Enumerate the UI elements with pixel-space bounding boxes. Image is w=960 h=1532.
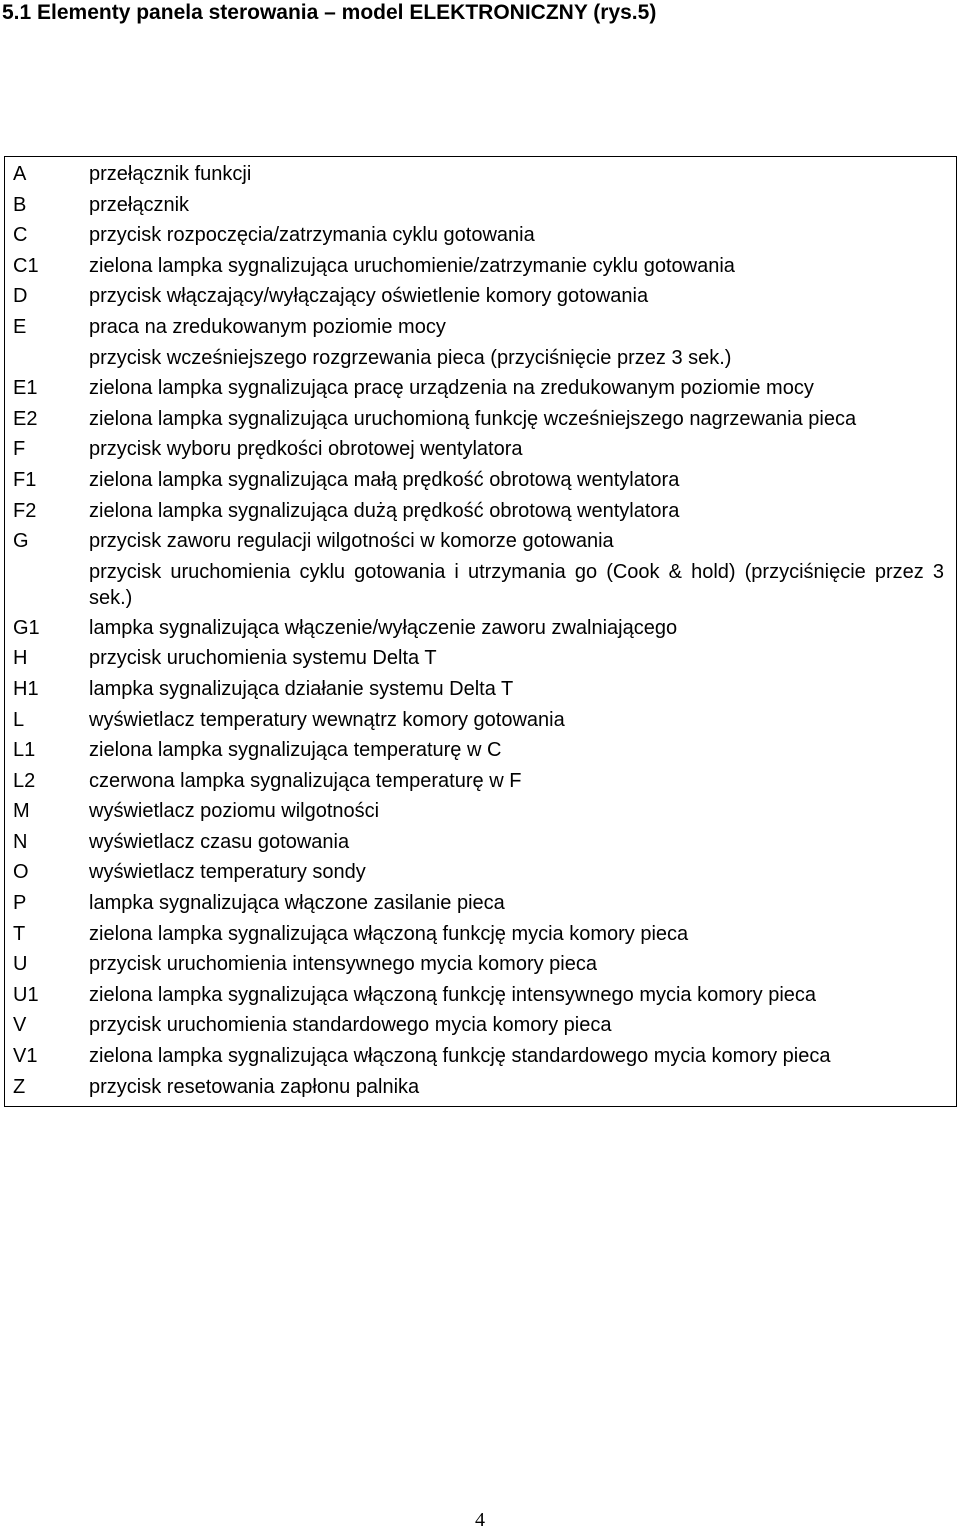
row-code: O <box>13 861 29 884</box>
table-row <box>5 1010 956 1041</box>
row-code: F2 <box>13 499 37 522</box>
table-row <box>5 643 956 674</box>
table-row <box>5 735 956 766</box>
legend-table <box>4 156 957 1107</box>
row-description: lampka sygnalizująca włączenie/wyłączenie zaworu zwalniającego <box>89 616 678 639</box>
row-code: L1 <box>13 739 36 762</box>
table-row <box>5 465 956 496</box>
row-code: E1 <box>13 377 38 400</box>
row-description: wyświetlacz poziomu wilgotności <box>89 800 380 823</box>
row-code: U1 <box>13 983 39 1006</box>
row-description: lampka sygnalizująca działanie systemu Delta T <box>89 677 514 700</box>
row-code: M <box>13 800 30 823</box>
row-code: E2 <box>13 407 38 430</box>
table-row <box>5 857 956 888</box>
table-row <box>5 373 956 404</box>
table-row <box>5 404 956 435</box>
row-description: zielona lampka sygnalizująca uruchomienie/zatrzymanie cyklu gotowania <box>89 254 735 277</box>
row-description: zielona lampka sygnalizująca uruchomioną funkcję wcześniejszego nagrzewania pieca <box>89 407 857 430</box>
row-description: przycisk wcześniejszego rozgrzewania pieca (przyciśnięcie przez 3 sek.) <box>89 346 732 369</box>
row-description: zielona lampka sygnalizująca temperaturę w C <box>89 739 502 762</box>
table-row <box>5 827 956 858</box>
table-row <box>5 919 956 950</box>
table-row <box>5 705 956 736</box>
table-row <box>5 980 956 1011</box>
row-description: przycisk rozpoczęcia/zatrzymania cyklu gotowania <box>89 224 535 247</box>
row-description: przycisk zaworu regulacji wilgotności w komorze gotowania <box>89 530 614 553</box>
table-row <box>5 796 956 827</box>
row-description: zielona lampka sygnalizująca włączoną funkcję standardowego mycia komory pieca <box>89 1045 831 1068</box>
table-row <box>5 251 956 282</box>
row-description: przycisk uruchomienia systemu Delta T <box>89 647 437 670</box>
row-description: lampka sygnalizująca włączone zasilanie pieca <box>89 892 505 915</box>
row-code: B <box>13 193 27 216</box>
table-row <box>5 674 956 705</box>
table-row <box>5 312 956 343</box>
row-description: czerwona lampka sygnalizująca temperaturę w F <box>89 769 522 792</box>
row-code: N <box>13 830 28 853</box>
row-description: przełącznik funkcji <box>89 163 252 185</box>
row-description: zielona lampka sygnalizująca pracę urządzenia na zredukowanym poziomie mocy <box>89 377 814 400</box>
row-code: T <box>13 922 26 945</box>
row-description: przycisk uruchomienia standardowego mycia komory pieca <box>89 1014 612 1037</box>
row-code: F1 <box>13 468 37 491</box>
row-code: Z <box>13 1075 26 1098</box>
table-row <box>5 496 956 527</box>
table-row <box>5 766 956 797</box>
table-row <box>5 281 956 312</box>
table-row <box>5 434 956 465</box>
table-row <box>5 949 956 980</box>
row-description: wyświetlacz czasu gotowania <box>89 830 350 853</box>
row-description: przełącznik <box>89 193 190 216</box>
page-number: 4 <box>475 1509 485 1531</box>
row-description: przycisk resetowania zapłonu palnika <box>89 1075 420 1098</box>
table-row <box>5 220 956 251</box>
row-code: C <box>13 224 28 247</box>
row-description: wyświetlacz temperatury wewnątrz komory gotowania <box>89 708 565 731</box>
row-description: praca na zredukowanym poziomie mocy <box>89 315 446 338</box>
row-code: H <box>13 647 28 670</box>
table-row <box>5 557 956 613</box>
row-code: U <box>13 953 28 976</box>
table-row <box>5 343 956 374</box>
row-code: L2 <box>13 769 36 792</box>
row-description: przycisk uruchomienia intensywnego mycia komory pieca <box>89 953 597 976</box>
table-row <box>5 526 956 557</box>
row-description: przycisk wyboru prędkości obrotowej wentylatora <box>89 438 523 461</box>
row-code: P <box>13 892 27 915</box>
row-description: zielona lampka sygnalizująca włączoną funkcję mycia komory pieca <box>89 922 689 945</box>
row-code: G <box>13 530 29 553</box>
table-row <box>5 190 956 221</box>
row-description: zielona lampka sygnalizująca małą prędkość obrotową wentylatora <box>89 468 680 491</box>
row-code: L <box>13 708 25 731</box>
row-description: przycisk włączający/wyłączający oświetlenie komory gotowania <box>89 285 649 308</box>
row-description: wyświetlacz temperatury sondy <box>89 861 366 884</box>
page-title: 5.1 Elementy panela sterowania – model ELEKTRONICZNY (rys.5) <box>2 1 657 24</box>
row-code: H1 <box>13 677 39 700</box>
row-description: przycisk uruchomienia cyklu gotowania i utrzymania go (Cook & hold) (przyciśnięcie przez 3 sek.) <box>89 560 944 609</box>
row-code: V <box>13 1014 27 1037</box>
row-code: E <box>13 315 27 338</box>
row-code: G1 <box>13 616 40 639</box>
row-code: D <box>13 285 28 308</box>
table-row <box>5 159 956 190</box>
table-row <box>5 1072 956 1103</box>
table-row <box>5 888 956 919</box>
row-code: F <box>13 438 26 461</box>
row-description: zielona lampka sygnalizująca włączoną funkcję intensywnego mycia komory pieca <box>89 983 817 1006</box>
table-row <box>5 1041 956 1072</box>
row-description: zielona lampka sygnalizująca dużą prędkość obrotową wentylatora <box>89 499 680 522</box>
row-code: V1 <box>13 1045 38 1068</box>
table-row <box>5 613 956 644</box>
row-code: A <box>13 163 27 185</box>
row-code: C1 <box>13 254 39 277</box>
